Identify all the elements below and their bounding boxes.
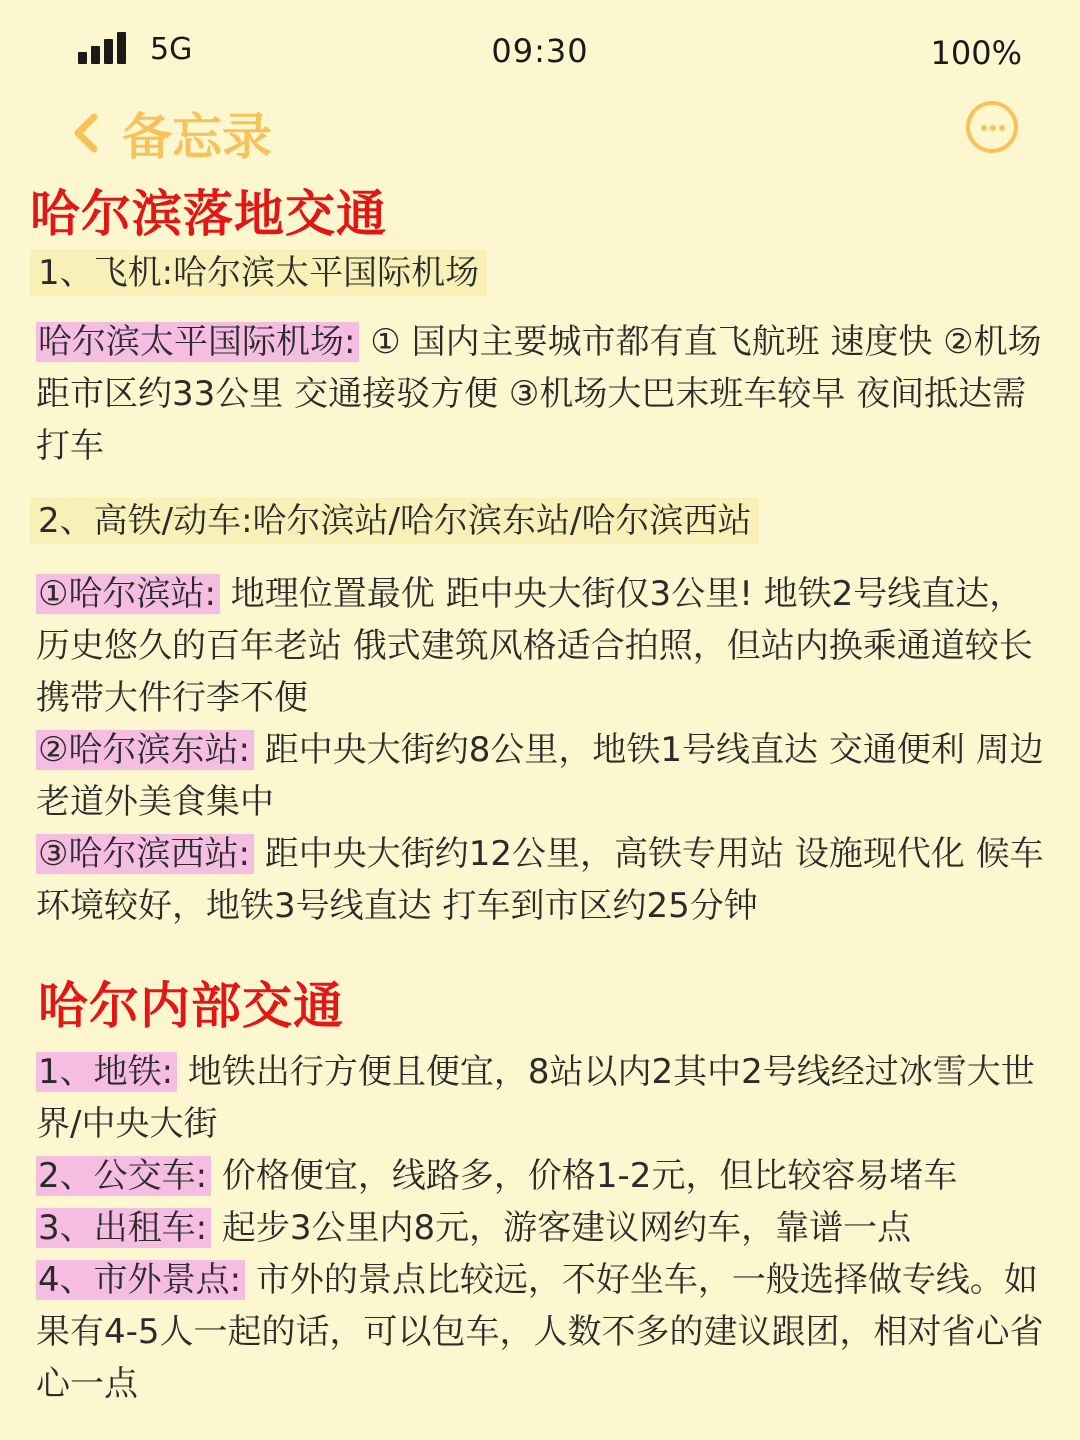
transport-text: 市外的景点比较远，不好坐车，一般选择做专线。如果有4-5人一起的话，可以包车，人数不多的建议跟团，相对省心省心一点 (36, 1260, 1044, 1404)
paragraph-internal (36, 1046, 1046, 1410)
nav-title[interactable]: 备忘录 (122, 108, 272, 166)
network-label: 5G (150, 32, 193, 67)
paragraph-stations (36, 568, 1046, 932)
station-item (36, 568, 1046, 724)
transport-text: 价格便宜，线路多，价格1-2元，但比较容易堵车 (221, 1156, 958, 1196)
station-label: ①哈尔滨站: (36, 574, 220, 614)
status-bar (0, 0, 1080, 100)
transport-item (36, 1254, 1046, 1410)
nav-bar (0, 95, 1080, 165)
subheading-plane: 1、飞机:哈尔滨太平国际机场 (30, 250, 487, 296)
transport-item (36, 1046, 1046, 1150)
station-text: 地理位置最优 距中央大街仅3公里! 地铁2号线直达，历史悠久的百年老站 俄式建筑风格适合拍照，但站内换乘通道较长 携带大件行李不便 (36, 574, 1033, 718)
more-options-button[interactable] (966, 101, 1018, 153)
back-button[interactable] (64, 101, 124, 161)
transport-label: 2、公交车: (36, 1156, 211, 1196)
battery-level: 100% (930, 34, 1022, 72)
station-text: 距中央大街约8公里，地铁1号线直达 交通便利 周边老道外美食集中 (36, 730, 1044, 822)
transport-label: 4、市外景点: (36, 1260, 245, 1300)
transport-item (36, 1202, 1046, 1254)
transport-label: 3、出租车: (36, 1208, 211, 1248)
airport-text: ① 国内主要城市都有直飞航班 速度快 ②机场距市区约33公里 交通接驳方便 ③机场大巴末班车较早 夜间抵达需打车 (36, 322, 1042, 466)
status-time: 09:30 (491, 32, 589, 70)
subheading-train: 2、高铁/动车:哈尔滨站/哈尔滨东站/哈尔滨西站 (30, 498, 759, 544)
station-item (36, 828, 1046, 932)
transport-text: 起步3公里内8元，游客建议网约车，靠谱一点 (221, 1208, 912, 1248)
transport-text: 地铁出行方便且便宜，8站以内2其中2号线经过冰雪大世界/中央大街 (36, 1052, 1035, 1144)
transport-item (36, 1150, 1046, 1202)
paragraph-airport (36, 316, 1046, 472)
station-text: 距中央大街约12公里，高铁专用站 设施现代化 候车环境较好，地铁3号线直达 打车到市区约25分钟 (36, 834, 1044, 926)
station-item (36, 724, 1046, 828)
airport-label: 哈尔滨太平国际机场: (36, 322, 359, 362)
section-heading-arrival: 哈尔滨落地交通 (30, 185, 387, 243)
station-label: ③哈尔滨西站: (36, 834, 254, 874)
transport-label: 1、地铁: (36, 1052, 177, 1092)
station-label: ②哈尔滨东站: (36, 730, 254, 770)
chevron-left-icon (64, 101, 124, 161)
more-icon (981, 125, 987, 131)
section-heading-internal: 哈尔内部交通 (38, 977, 344, 1035)
